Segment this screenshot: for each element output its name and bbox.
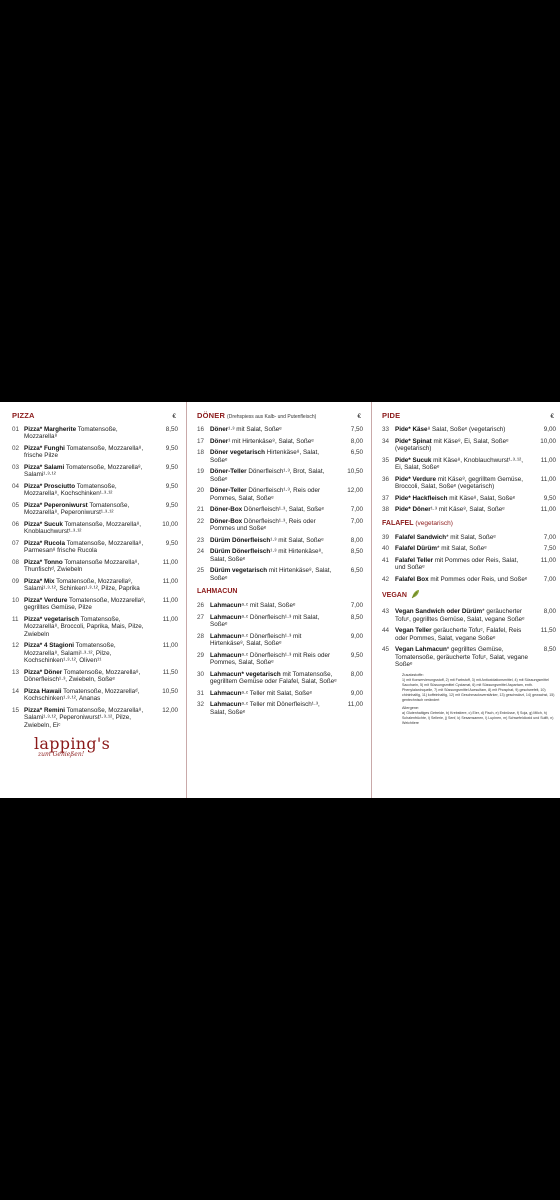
- item-details: Tomatensoße, Mozzarella⁸, frische Pilze: [24, 445, 144, 460]
- item-name: Döner: [210, 437, 229, 445]
- item-name: Dürüm Dönerfleisch: [210, 548, 271, 556]
- item-details: Tomatensoße, Mozzarella⁸, Salami¹·³·¹², Pilze, Kochschinken¹·³·¹², Oliven¹¹: [24, 642, 116, 665]
- item-price: 10,00: [162, 521, 178, 528]
- item-description: [24, 616, 156, 638]
- item-price: 8,50: [165, 426, 178, 433]
- item-price: 12,00: [162, 706, 178, 714]
- item-number: 09: [12, 578, 20, 585]
- section-title: PIDE: [382, 411, 401, 420]
- item-price: 9,50: [165, 540, 178, 547]
- item-price: 8,00: [543, 608, 556, 616]
- item-details: ¹·³ mit Hirtenkäse⁸, Salat, Soßeᵉ: [210, 548, 323, 563]
- item-number: 14: [12, 687, 20, 695]
- vegan-title: VEGAN: [382, 592, 407, 600]
- item-details: Tomatensoße, Mozzarella⁸: [24, 426, 118, 441]
- item-price: 8,50: [543, 646, 556, 654]
- item-description: [24, 426, 156, 441]
- menu-item: [197, 426, 365, 433]
- item-details: ¹·³ mit Salat, Soßeᵉ: [270, 536, 324, 544]
- item-price: 10,50: [162, 687, 178, 695]
- item-details: Dönerfleisch¹·³, Reis oder Pommes und Soßeᵉ: [210, 517, 316, 533]
- item-details: Tomatensoße, Mozzarella⁸, Broccoli, Paprika, Mais, Pilze, Zwiebeln: [24, 616, 144, 638]
- menu-item: [197, 487, 365, 502]
- menu-item: [197, 506, 365, 513]
- item-description: [395, 426, 534, 433]
- item-number: 21: [197, 506, 205, 514]
- item-name: Döner: [210, 426, 229, 433]
- item-number: 17: [197, 437, 205, 445]
- item-details: ᵃ·ᶜ Dönerfleisch¹·³ mit Reis oder Pommes, Salat, Soßeᵉ: [210, 651, 331, 667]
- item-price: 10,00: [540, 437, 556, 445]
- item-number: 06: [12, 521, 20, 528]
- item-description: [210, 690, 341, 697]
- item-description: [24, 540, 156, 555]
- item-details: ᵃ·ᶜ mit Salat, Soßeᵉ: [241, 602, 296, 610]
- item-price: 12,00: [347, 487, 363, 495]
- item-description: [210, 633, 341, 648]
- menu-item: [197, 518, 365, 533]
- item-number: 38: [382, 506, 390, 514]
- item-price: 11,00: [162, 578, 178, 585]
- item-description: [24, 464, 156, 479]
- section-header-pide: [382, 411, 558, 420]
- menu-item: [197, 701, 365, 716]
- item-name: Lahmacun: [210, 602, 242, 610]
- item-name: Vegan Teller: [395, 627, 432, 635]
- item-number: 29: [197, 651, 205, 659]
- section-header-doener: [197, 411, 365, 420]
- item-details: mit Käse⁸, gegrilltem Gemüse, Broccoli, Salat, Soßeᵉ (vegetarisch): [395, 475, 523, 490]
- item-description: [395, 608, 534, 623]
- item-price: 7,50: [543, 545, 556, 553]
- item-name: Pizza* Rucola: [24, 540, 65, 547]
- item-name: Lahmacun: [210, 632, 242, 640]
- currency-label: €: [550, 413, 554, 420]
- menu-item: [197, 614, 365, 629]
- menu-item: [12, 483, 180, 498]
- item-name: Lahmacun: [210, 689, 242, 697]
- menu-item: [197, 438, 365, 445]
- section-subtitle: (Drehspiess aus Kalb- und Putenfleisch): [227, 414, 317, 420]
- item-number: 27: [197, 613, 205, 621]
- item-details: Tomatensoße, Mozzarella⁸, Salami¹·³·¹², Peperoniwurst¹·³·¹², Pilze, Zwiebeln, Eiᶜ: [24, 706, 144, 729]
- item-description: [24, 688, 156, 703]
- currency-label: €: [172, 413, 176, 420]
- item-number: 10: [12, 597, 20, 604]
- item-number: 22: [197, 517, 205, 525]
- item-name: Döner-Box: [210, 506, 243, 514]
- item-name: Pizza* vegetarisch: [24, 616, 79, 623]
- item-description: [210, 468, 341, 483]
- item-description: [210, 652, 341, 667]
- item-number: 16: [197, 426, 205, 433]
- item-number: 41: [382, 556, 390, 564]
- section-title-vegan: [382, 589, 558, 601]
- item-name: Pide* Spinat: [395, 437, 432, 445]
- item-number: 37: [382, 494, 390, 502]
- item-price: 11,00: [540, 475, 556, 483]
- item-description: [210, 567, 341, 582]
- item-price: 6,50: [350, 449, 363, 457]
- item-description: [24, 642, 156, 664]
- item-description: [395, 627, 534, 642]
- item-description: [395, 534, 534, 541]
- item-details: * mit Salat, Soßeᵉ: [446, 533, 496, 541]
- logo-tagline: zum Genießen!: [38, 751, 85, 759]
- menu-item: [12, 669, 180, 684]
- item-details: mit Pommes oder Reis, Salat, und Soßeᵉ: [395, 556, 519, 572]
- item-name: Pizza Hawaii: [24, 687, 62, 695]
- menu-column-doener: [187, 402, 372, 798]
- item-description: [24, 502, 156, 517]
- item-price: 7,50: [350, 426, 363, 433]
- menu-item: [12, 426, 180, 441]
- menu-item: [197, 633, 365, 648]
- item-description: [210, 701, 341, 716]
- item-number: 13: [12, 668, 20, 676]
- menu-item: [197, 468, 365, 483]
- item-name: Pizza* Döner: [24, 668, 63, 676]
- menu-item: [382, 438, 558, 453]
- item-name: Pide* Käse: [395, 426, 428, 433]
- item-description: [210, 671, 341, 686]
- item-price: 9,50: [165, 483, 178, 490]
- item-details: Tomatensoße, Mozzarella⁸, Dönerfleisch¹·³, Zwiebeln, Soßeᵉ: [24, 668, 141, 684]
- logo-text: lapping's: [34, 734, 111, 754]
- item-details: Tomatensoße, Mozzarella⁸, Knoblauchwurst¹·³·¹²: [24, 521, 141, 536]
- item-name: Pizza* Mix: [24, 578, 55, 585]
- menu-item: [382, 506, 558, 513]
- item-number: 20: [197, 487, 205, 495]
- item-description: [210, 548, 341, 563]
- menu-item: [12, 445, 180, 460]
- item-number: 25: [197, 567, 205, 575]
- item-name: Falafel Teller: [395, 556, 434, 564]
- item-price: 9,50: [165, 464, 178, 471]
- additives-text: 1) mit Konservierungsstoff, 2) mit Farbstoff, 3) mit Antioxidationsmittel, 4) mit Süssungsmittel Saccharin, 5) mit Süssungsmittel Cyclamat, 6) mit Süssungsmittel Aspartam, enth. Phenylalaninquelle, 7) mit Süssungsmittel Acesulfam, 8) mit Phosphat, 9) geschwefelt, 10) chininhaltig, 11) koffeinhaltig, 12) mit Geschmacksverstärker, 13) geschwärzt, 14) gewachst, 15) gentechnisch verändert: [402, 677, 555, 702]
- item-description: [395, 545, 534, 552]
- item-number: 07: [12, 540, 20, 547]
- item-details: Tomatensoße, Mozzarella⁸, Kochschinken¹·³·¹²: [24, 483, 117, 498]
- item-number: 32: [197, 701, 205, 709]
- item-name: Pizza* Funghi: [24, 445, 65, 452]
- item-details: ⁸ Salat, Soßeᵉ (vegetarisch): [427, 426, 506, 433]
- item-details: mit Käse⁸, Knoblauchwurst¹·³·¹², Ei, Salat, Soßeᵉ: [395, 456, 523, 471]
- menu-item: [382, 545, 558, 552]
- item-name: Pizza* Prosciutto: [24, 483, 76, 490]
- item-name: Falafel Box: [395, 575, 429, 583]
- item-number: 31: [197, 689, 205, 697]
- section-header-pizza: [12, 411, 180, 420]
- item-details: ¹·³ mit Salat, Soßeᵉ: [228, 426, 282, 433]
- item-description: [395, 576, 534, 583]
- item-details: mit Tomatensoße, gegrilltem Gemüse oder Falafel, Salat, Soßeᵉ: [210, 670, 337, 686]
- item-price: 11,00: [540, 506, 556, 514]
- menu-item: [197, 537, 365, 544]
- item-details: ¹·³ mit Käse⁸, Salat, Soßeᵉ: [430, 506, 505, 514]
- item-details: Tomatensoße, Mozzarellaᵈ, Kochschinken¹·³·¹², Ananas: [24, 687, 140, 703]
- menu-item: [12, 578, 180, 593]
- restaurant-logo: [12, 735, 180, 758]
- item-name: Döner-Teller: [210, 468, 247, 476]
- item-details: Tomatensoße, Mozzarella⁸, Peperoniwurst¹·³·¹²: [24, 502, 130, 517]
- item-price: 9,00: [543, 426, 556, 433]
- menu-item: [12, 464, 180, 479]
- item-name: Pizza* Remini: [24, 706, 65, 714]
- item-price: 7,00: [543, 575, 556, 583]
- menu-item: [197, 671, 365, 686]
- item-name: Dürüm vegetarisch: [210, 567, 268, 575]
- item-name: Pizza* Peperoniwurst: [24, 502, 88, 509]
- item-description: [24, 597, 156, 612]
- menu-item: [382, 426, 558, 433]
- additives-heading: Zusatzstoffe:: [402, 672, 424, 677]
- menu-item: [12, 521, 180, 536]
- falafel-subtitle: (vegetarisch): [415, 519, 453, 527]
- menu-item: [382, 457, 558, 472]
- item-number: 03: [12, 464, 20, 471]
- item-details: mit Pommes oder Reis, und Soßeᵉ: [428, 575, 528, 583]
- item-number: 19: [197, 468, 205, 476]
- item-number: 24: [197, 548, 205, 556]
- item-details: * gegrilltes Gemüse, Tomatensoße, geräucherte Tofuᶜ, Salat, vegane Soßeᵉ: [395, 646, 529, 668]
- item-name: Vegan Lahmacun: [395, 646, 447, 654]
- item-name: Pizza* Verdure: [24, 597, 68, 604]
- item-number: 15: [12, 706, 20, 714]
- item-price: 9,50: [165, 445, 178, 452]
- item-name: Falafel Dürüm: [395, 545, 437, 553]
- item-number: 39: [382, 533, 390, 541]
- item-number: 02: [12, 445, 20, 452]
- item-details: ᵃ·ᶜ Dönerfleisch¹·³ mit Salat, Soßeᵉ: [210, 613, 320, 629]
- item-number: 35: [382, 456, 390, 464]
- item-description: [210, 426, 341, 433]
- item-description: [24, 707, 156, 729]
- item-price: 9,50: [543, 494, 556, 502]
- item-name: Pizza* Tonno: [24, 559, 63, 566]
- item-number: 28: [197, 632, 205, 640]
- item-description: [210, 518, 341, 533]
- item-details: * geräucherter Tofuᶜ, gegrilltes Gemüse, Salat, vegane Soßeᵉ: [395, 608, 525, 623]
- item-number: 08: [12, 559, 20, 566]
- item-details: geräucherte Tofuᶜ, Falafel, Reis oder Pommes, Salat, vegane Soßeᵉ: [395, 627, 522, 642]
- menu-item: [197, 690, 365, 697]
- menu-item: [382, 495, 558, 502]
- menu-page: [0, 402, 560, 798]
- item-description: [24, 669, 156, 684]
- menu-item: [12, 616, 180, 638]
- menu-item: [382, 608, 558, 623]
- menu-column-pizza: [0, 402, 187, 798]
- menu-item: [12, 597, 180, 612]
- item-details: ᵃ·ᶜ Dönerfleisch¹·³ mit Hirtenkäse⁸, Salat, Soßeᵉ: [210, 632, 302, 648]
- menu-item: [197, 567, 365, 582]
- item-price: 6,50: [350, 567, 363, 575]
- item-description: [210, 537, 341, 544]
- item-name: Pide* Sucuk: [395, 456, 432, 464]
- item-description: [395, 506, 534, 513]
- menu-item: [12, 642, 180, 664]
- item-number: 44: [382, 627, 390, 635]
- item-details: Tomatensoße, Mozzarella⁸, gegrilltes Gemüse, Pilze: [24, 597, 146, 612]
- item-name: Pizza* Salami: [24, 464, 65, 471]
- item-number: 34: [382, 437, 390, 445]
- item-price: 11,00: [540, 456, 556, 464]
- item-number: 05: [12, 502, 20, 509]
- item-description: [210, 614, 341, 629]
- item-number: 33: [382, 426, 390, 433]
- menu-item: [12, 688, 180, 703]
- item-description: [24, 559, 156, 574]
- item-number: 18: [197, 449, 205, 457]
- item-price: 11,00: [162, 642, 178, 650]
- item-number: 12: [12, 642, 20, 650]
- item-price: 9,50: [350, 651, 363, 659]
- currency-label: €: [357, 413, 361, 420]
- menu-item: [197, 449, 365, 464]
- item-details: mit Käse⁸, Ei, Salat, Soßeᵉ (vegetarisch): [395, 437, 509, 452]
- item-price: 11,00: [162, 597, 178, 604]
- item-number: 30: [197, 670, 205, 678]
- item-name: Pide* Döner: [395, 506, 431, 514]
- menu-item: [382, 576, 558, 583]
- item-description: [24, 521, 156, 536]
- item-price: 7,00: [350, 506, 363, 514]
- item-number: 40: [382, 545, 390, 553]
- menu-item: [382, 627, 558, 642]
- item-details: Tomatensoße, Mozzarella⁸, Parmesan⁸ frische Rucola: [24, 540, 144, 555]
- leaf-icon: [411, 589, 420, 601]
- item-details: Tomatensoße, Mozzarella⁸, Salami¹·³·¹²: [24, 464, 143, 479]
- item-number: 01: [12, 426, 20, 433]
- item-description: [210, 438, 341, 445]
- item-name: Lahmacun: [210, 701, 242, 709]
- item-name: Pizza* 4 Stagioni: [24, 642, 75, 650]
- menu-item: [382, 534, 558, 541]
- item-price: 8,00: [350, 670, 363, 678]
- item-name: Pizza* Margherite: [24, 426, 77, 433]
- item-price: 8,50: [350, 548, 363, 556]
- item-description: [395, 646, 534, 668]
- menu-item: [197, 652, 365, 667]
- item-price: 9,50: [165, 502, 178, 509]
- item-description: [395, 476, 534, 491]
- item-description: [210, 449, 341, 464]
- item-number: 45: [382, 646, 390, 654]
- item-description: [395, 495, 534, 502]
- item-price: 8,00: [350, 536, 363, 544]
- item-name: Döner vegetarisch: [210, 449, 265, 457]
- item-name: Vegan Sandwich oder Dürüm: [395, 608, 483, 616]
- item-details: Dönerfleisch¹·³, Brot, Salat, Soßeᵉ: [210, 468, 325, 483]
- item-price: 9,00: [350, 689, 363, 697]
- item-details: ᵃ·ᶜ Teller mit Salat, Soßeᵉ: [241, 689, 312, 697]
- falafel-title: FALAFEL: [382, 519, 414, 527]
- allergens-text: a) Glutenhaltiges Getreide, b) Krebstiere, c) Eier, d) Fisch, e) Erdnüsse, f) Soja, g) Milch, h) Schalenfrüchte, i) Sellerie, j) Senf, k) Sesamsamen, l) Lupinen, m) Schwefeldioxid und Sulfit, n) Weichtiere: [402, 710, 554, 725]
- section-title: DÖNER: [197, 411, 226, 420]
- item-price: 11,50: [540, 627, 556, 635]
- item-number: 43: [382, 608, 390, 616]
- item-price: 10,50: [347, 468, 363, 476]
- item-details: mit Käse⁸, Salat, Soßeᵉ: [447, 494, 516, 502]
- menu-item: [12, 707, 180, 729]
- item-price: 7,00: [543, 533, 556, 541]
- item-price: 8,50: [350, 613, 363, 621]
- item-name: Lahmacun: [210, 651, 242, 659]
- item-name: Pizza* Sucuk: [24, 521, 63, 528]
- item-name: Döner-Teller: [210, 487, 247, 495]
- item-number: 11: [12, 616, 19, 623]
- item-description: [210, 602, 341, 609]
- item-price: 11,00: [540, 556, 556, 564]
- item-number: 42: [382, 575, 390, 583]
- item-number: 36: [382, 475, 390, 483]
- item-details: Tomatensoße Mozzarella⁸, Thunfischᵈ, Zwiebeln: [24, 559, 140, 574]
- item-price: 11,00: [347, 701, 363, 709]
- item-description: [24, 445, 156, 460]
- item-details: mit Hirtenkäse⁸, Salat, Soßeᵉ: [210, 567, 332, 582]
- item-name: Lahmacun: [210, 613, 242, 621]
- menu-item: [382, 646, 558, 668]
- menu-item: [12, 502, 180, 517]
- section-title: PIZZA: [12, 411, 35, 420]
- item-description: [24, 483, 156, 498]
- item-details: Tomatensoße, Mozzarella⁸, Salami¹·³·¹², Schinken¹·³·¹², Pilze, Paprika: [24, 578, 140, 593]
- item-details: Dönerfleisch¹·³, Reis oder Pommes, Salat, Soßeᵉ: [210, 487, 321, 502]
- item-details: * mit Salat, Soßeᵉ: [437, 545, 487, 553]
- item-details: ᵃ·ᶜ Teller mit Dönerfleisch¹·³, Salat, Soßeᵉ: [210, 701, 320, 716]
- section-title-lahmacun: LAHMACUN: [197, 588, 238, 596]
- item-price: 7,00: [350, 602, 363, 610]
- item-price: 9,00: [350, 632, 363, 640]
- item-name: Dürüm Dönerfleisch: [210, 536, 271, 544]
- footnotes: [382, 673, 558, 726]
- item-details: ¹ mit Hirtenkäse⁸, Salat, Soßeᵉ: [228, 437, 314, 445]
- item-price: 7,00: [350, 517, 363, 525]
- item-details: Hirtenkäse⁸, Salat, Soßeᵉ: [210, 449, 320, 464]
- item-name: Döner-Box: [210, 517, 243, 525]
- menu-item: [197, 548, 365, 563]
- item-price: 11,00: [162, 559, 178, 566]
- item-description: [210, 506, 341, 513]
- item-name: Lahmacun* vegetarisch: [210, 670, 281, 678]
- allergens-heading: Allergene:: [402, 705, 420, 710]
- item-name: Falafel Sandwich: [395, 533, 447, 541]
- item-description: [395, 457, 534, 472]
- menu-column-pide: [372, 402, 560, 798]
- item-price: 11,50: [162, 668, 178, 676]
- item-description: [395, 438, 534, 453]
- item-description: [210, 487, 341, 502]
- item-number: 23: [197, 536, 205, 544]
- menu-item: [382, 557, 558, 572]
- item-description: [395, 557, 534, 572]
- item-number: 26: [197, 602, 205, 610]
- item-description: [24, 578, 156, 593]
- item-price: 8,00: [350, 437, 363, 445]
- item-name: Pide* Hackfleisch: [395, 494, 448, 502]
- section-title-falafel: [382, 520, 558, 527]
- item-price: 11,00: [162, 616, 178, 623]
- menu-item: [382, 476, 558, 491]
- item-name: Pide* Verdure: [395, 475, 436, 483]
- menu-item: [12, 559, 180, 574]
- menu-item: [197, 602, 365, 609]
- menu-item: [12, 540, 180, 555]
- item-number: 04: [12, 483, 20, 490]
- item-details: Dönerfleisch¹·³, Salat, Soßeᵉ: [242, 506, 324, 514]
